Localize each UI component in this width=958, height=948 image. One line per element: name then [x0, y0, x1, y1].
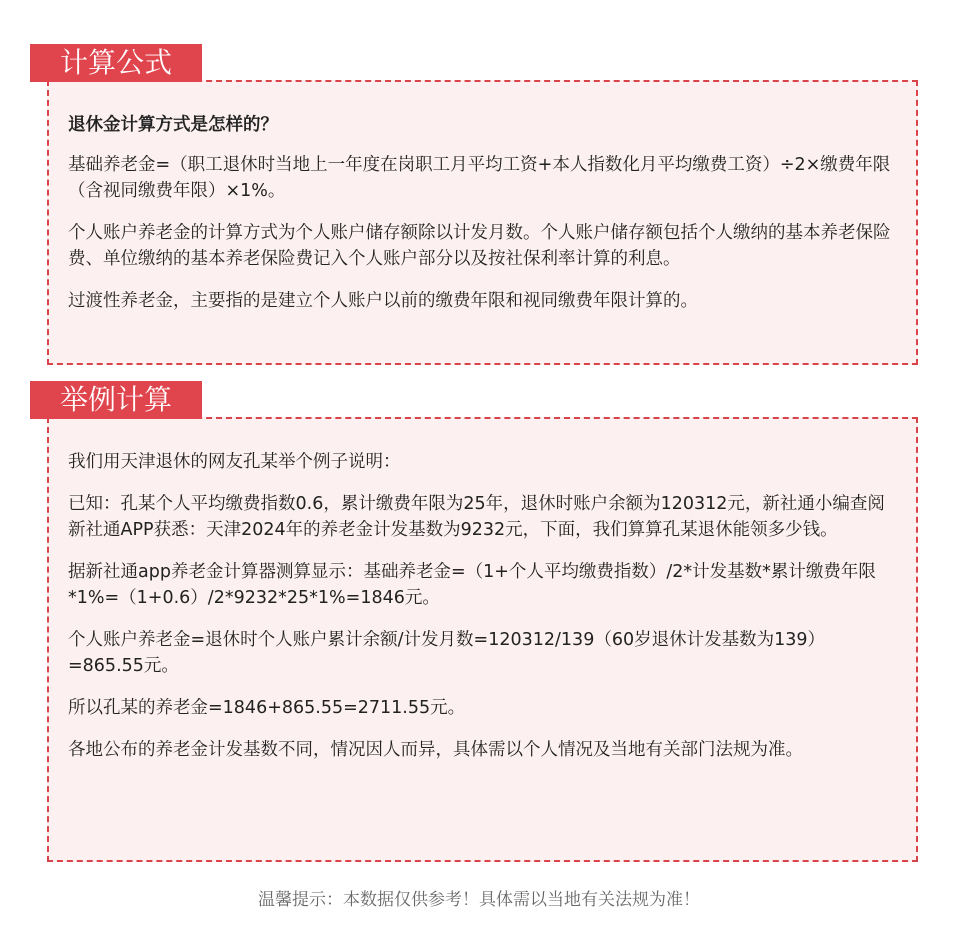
example-content-box: [47, 417, 918, 862]
example-paragraph-known: 已知：孔某个人平均缴费指数0.6，累计缴费年限为25年，退休时账户余额为120312元，新社通小编查阅新社通APP获悉：天津2024年的养老金计发基数为9232元，下面，我们算算孔某退休能领多少钱。: [68, 494, 885, 540]
footer-tip: 温馨提示：本数据仅供参考！具体需以当地有关法规为准！: [258, 890, 700, 910]
example-paragraph-personal-calc: 个人账户养老金=退休时个人账户累计余额/计发月数=120312/139（60岁退休计发基数为139）=865.55元。: [68, 630, 825, 676]
formula-paragraph-basic: 基础养老金=（职工退休时当地上一年度在岗职工月平均工资+本人指数化月平均缴费工资）÷2×缴费年限（含视同缴费年限）×1%。: [68, 155, 891, 201]
example-section-title: 举例计算: [30, 381, 202, 419]
formula-paragraph-personal: 个人账户养老金的计算方式为个人账户储存额除以计发月数。个人账户储存额包括个人缴纳的基本养老保险费、单位缴纳的基本养老保险费记入个人账户部分以及按社保利率计算的利息。: [68, 223, 891, 269]
formula-content-box: [47, 80, 918, 365]
formula-paragraph-transition: 过渡性养老金，主要指的是建立个人账户以前的缴费年限和视同缴费年限计算的。: [68, 291, 698, 311]
example-paragraph-basic-calc: 据新社通app养老金计算器测算显示：基础养老金=（1+个人平均缴费指数）/2*计发基数*累计缴费年限*1%=（1+0.6）/2*9232*25*1%=1846元。: [68, 562, 876, 608]
example-paragraph-total: 所以孔某的养老金=1846+865.55=2711.55元。: [68, 698, 466, 718]
example-paragraph-note: 各地公布的养老金计发基数不同，情况因人而异，具体需以个人情况及当地有关部门法规为准。: [68, 740, 803, 760]
formula-section-title: 计算公式: [30, 44, 202, 82]
formula-question: 退休金计算方式是怎样的？: [68, 115, 278, 135]
example-paragraph-intro: 我们用天津退休的网友孔某举个例子说明：: [68, 452, 401, 472]
